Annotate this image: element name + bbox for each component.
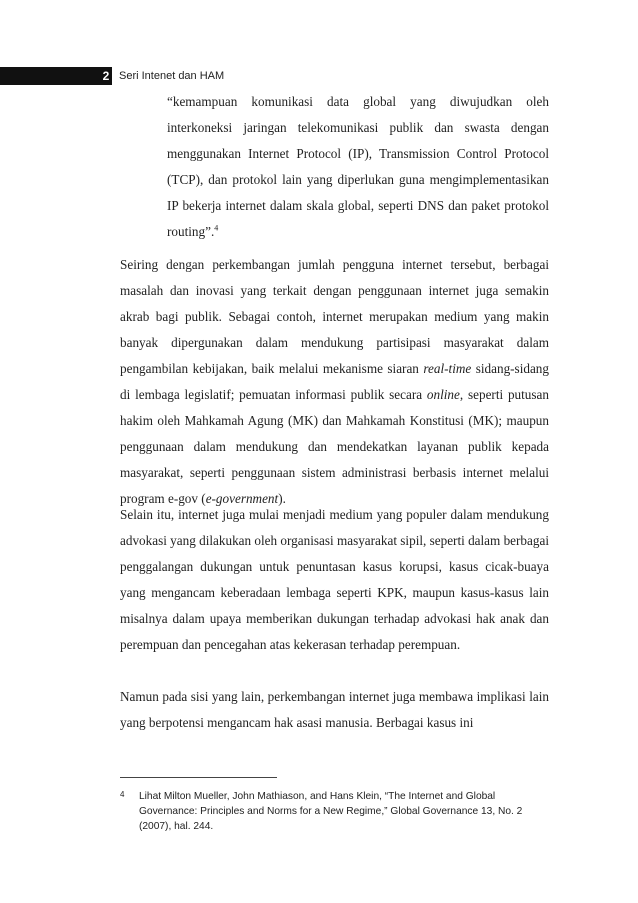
header-bar [0, 67, 112, 85]
paragraph-3-text: Namun pada sisi yang lain, perkembangan internet juga membawa implikasi lain yang berpotensi mengancam hak asasi manusia. Berbagai kasus ini [120, 689, 549, 730]
footnote-number: 4 [120, 790, 125, 799]
italic-online: online [426, 387, 460, 402]
italic-e-government: e-government [205, 491, 279, 506]
italic-real-time: real-time [423, 361, 472, 376]
quote-text: “kemampuan komunikasi data global yang diwujudkan oleh interkoneksi jaringan telekomunikasi publik dan swasta dengan menggunakan Internet Protocol (IP), Transmission Control Protocol (TCP), dan protokol lain yang diperlukan guna mengimplementasikan IP bekerja internet dalam skala global, seperti DNS dan paket protokol routing”. [167, 94, 549, 239]
block-quote [167, 89, 549, 245]
paragraph-1-part-2: sidang-sidang di lembaga legislatif; pemuatan informasi publik secara [120, 361, 549, 402]
footnote [120, 789, 552, 834]
paragraph-1-part-3: , seperti putusan hakim oleh Mahkamah Agung (MK) dan Mahkamah Konstitusi (MK); maupun penggunaan dalam mendukung dan mendekatkan layanan publik kepada masyarakat, seperti penggunaan sistem administrasi berbasis internet melalui program e-gov ( [120, 387, 549, 506]
footnote-text: Lihat Milton Mueller, John Mathiason, and Hans Klein, “The Internet and Global Governance: Principles and Norms for a New Regime,” Global Governance 13, No. 2 (2007), hal. 244. [139, 791, 523, 832]
paragraph-1-part-1: Seiring dengan perkembangan jumlah pengguna internet tersebut, berbagai masalah dan inovasi yang terkait dengan penggunaan internet juga semakin akrab bagi publik. Sebagai contoh, internet merupakan medium yang makin banyak dipergunakan dalam mendukung partisipasi masyarakat dalam pengambilan kebijakan, baik melalui mekanisme siaran [120, 257, 549, 376]
paragraph-3 [120, 684, 549, 736]
page-number: 2 [102, 69, 110, 83]
paragraph-2-text: Selain itu, internet juga mulai menjadi medium yang populer dalam mendukung advokasi yang dilakukan oleh organisasi masyarakat sipil, seperti dalam berbagai penggalangan dukungan untuk penuntasan kasus korupsi, kasus cicak-buaya yang mengancam keberadaan lembaga seperti KPK, maupun kasus-kasus lain misalnya dalam upaya memberikan dukungan terhadap advokasi hak anak dan perempuan dan pencegahan atas kekerasan terhadap perempuan. [120, 507, 549, 652]
running-title: Seri Intenet dan HAM [119, 70, 225, 82]
footnote-divider [120, 777, 277, 778]
paragraph-2 [120, 502, 549, 658]
footnote-reference[interactable]: 4 [214, 223, 219, 233]
paragraph-1-part-4: ). [278, 491, 286, 506]
paragraph-1 [120, 252, 549, 512]
